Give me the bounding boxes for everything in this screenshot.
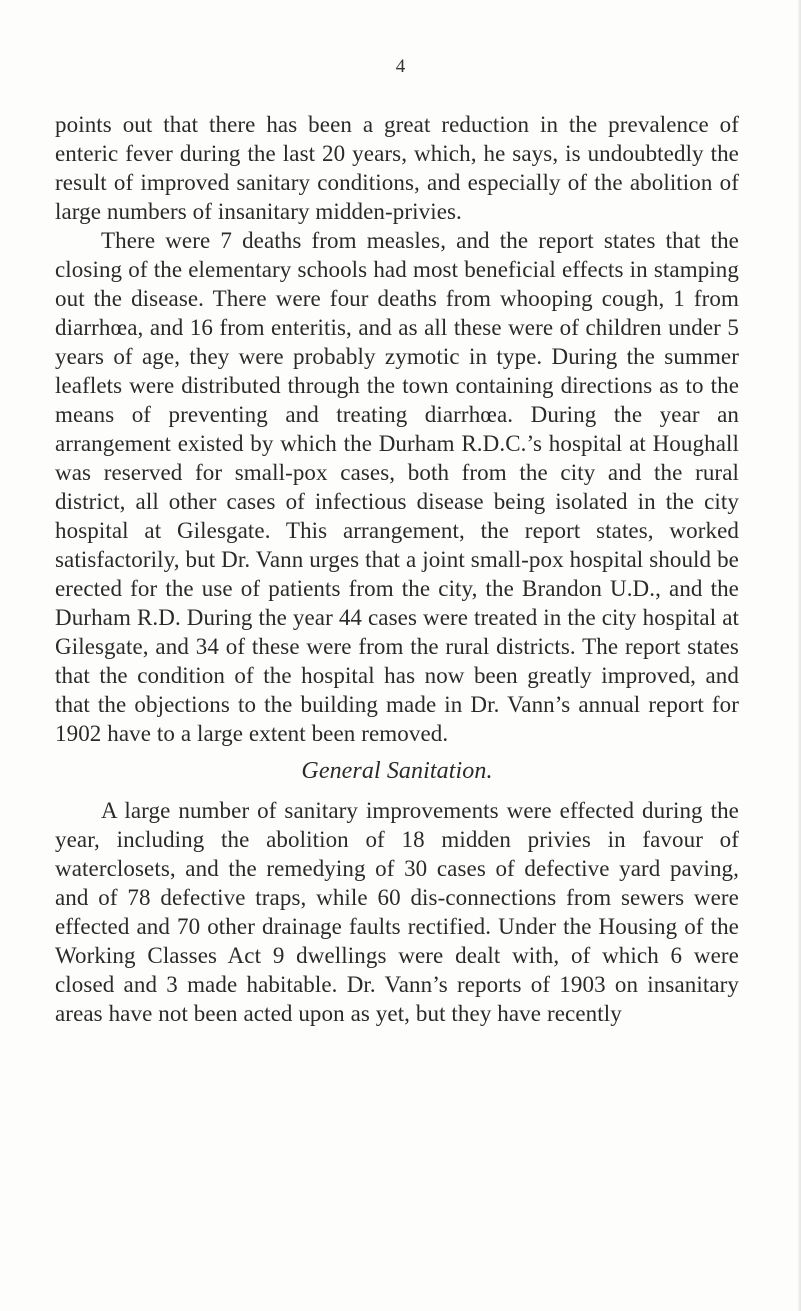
page-number: 4 bbox=[395, 56, 406, 77]
section-heading-general-sanitation: General Sanitation. bbox=[301, 758, 493, 784]
paragraph-enteric-fever: points out that there has been a great reduction in the prevalence of enteric fever during the last 20 years, which, he says, is undoubtedly the result of improved sanitary conditions, and especially of the abolition of large numbers of insanitary midden-privies. bbox=[55, 112, 739, 224]
paragraph-deaths-and-hospitals: There were 7 deaths from measles, and the report states that the closing of the elementary schools had most beneficial effects in stamping out the disease. There were four deaths from whooping cough, 1 from diarrhœa, and 16 from enteritis, and as all these were of children under 5 years of age, they were probably zymotic in type. During the summer leaflets were distributed through the town containing directions as to the means of preventing and treating diarrhœa. During the year an arrangement existed by which the Durham R.D.C.’s hospital at Houghall was reserved for small-pox cases, both from the city and the rural district, all other cases of infectious disease being isolated in the city hospital at Gilesgate. This arrangement, the report states, worked satisfactorily, but Dr. Vann urges that a joint small-pox hospital should be erected for the use of patients from the city, the Brandon U.D., and the Durham R.D. During the year 44 cases were treated in the city hospital at Gilesgate, and 34 of these were from the rural districts. The report states that the condition of the hospital has now been greatly improved, and that the objections to the building made in Dr. Vann’s annual report for 1902 have to a large extent been removed. bbox=[55, 228, 739, 746]
body-text bbox=[55, 110, 739, 1028]
paragraph-sanitary-improvements: A large number of sanitary improvements were effected during the year, including the abolition of 18 midden privies in favour of waterclosets, and the remedying of 30 cases of defective yard paving, and of 78 defective traps, while 60 dis-connections from sewers were effected and 70 other drainage faults rectified. Under the Housing of the Working Classes Act 9 dwellings were dealt with, of which 6 were closed and 3 made habitable. Dr. Vann’s reports of 1903 on insanitary areas have not been acted upon as yet, but they have recently bbox=[55, 798, 739, 1026]
